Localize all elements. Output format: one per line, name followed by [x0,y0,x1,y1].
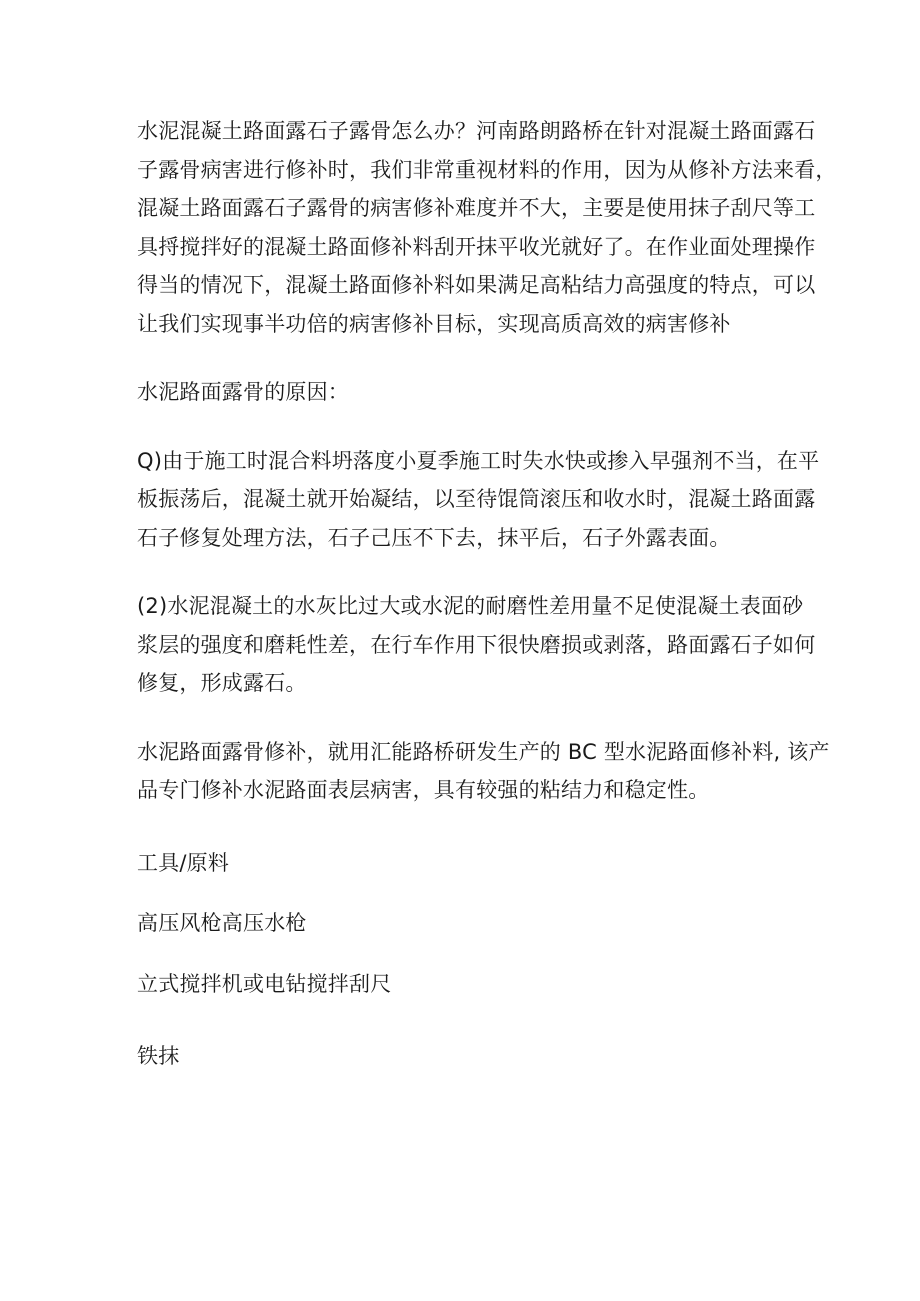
text-line: 混凝土路面露石子露骨的病害修补难度并不大，主要是使用抹子刮尺等工 [137,196,816,220]
text-line: 石子修复处理方法，石子己压不下去，抹平后，石子外露表面。 [137,525,731,550]
text-line: 让我们实现事半功倍的病害修补目标，实现高质高效的病害修补 [137,311,731,336]
text-line: Q)由于施工时混合料坍落度小夏季施工时失水快或掺入早强剂不当，在平 [137,448,820,473]
repair-paragraph [137,733,830,810]
text-line: 高压风枪高压水枪 [137,911,307,935]
text-line: 得当的情况下，混凝土路面修补料如果满足高粘结力高强度的特点，可以 [137,273,816,297]
text-line: 铁抹 [137,1044,180,1068]
text-line: 立式搅拌机或电钻搅拌刮尺 [137,971,392,996]
text-line: 板振荡后，混凝土就开始凝结，以至待馄筒滚压和收水时，混凝土路面露 [137,487,816,511]
text-line: 品专门修补水泥路面表层病害，具有较强的粘结力和稳定性。 [137,778,710,802]
text-line: 水泥混凝土路面露石子露骨怎么办？河南路朗路桥在针对混凝土路面露石 [137,119,816,143]
text-line: 水泥路面露骨的原因： [137,380,349,404]
text-line: (2)水泥混凝土的水灰比过大或水泥的耐磨性差用量不足使混凝土表面砂 [137,594,804,618]
text-line: 工具/原料 [137,850,230,875]
intro-paragraph [137,112,837,343]
tool-item [137,1037,787,1076]
text-line: 子露骨病害进行修补时，我们非常重视材料的作用，因为从修补方法来看， [137,157,837,182]
cause-1-paragraph [137,442,820,558]
text-line: 浆层的强度和磨耗性差，在行车作用下很快磨损或剥落，路面露石子如何 [137,632,816,657]
document-page [137,112,837,1076]
text-line: 修复，形成露石。 [137,671,307,695]
tool-item [137,904,787,943]
text-line: 具捋搅拌好的混凝土路面修补料刮开抹平收光就好了。在作业面处理操作 [137,234,816,259]
tool-item [137,965,787,1004]
tools-heading [137,844,787,883]
causes-heading [137,373,787,412]
text-line: 水泥路面露骨修补，就用汇能路桥研发生产的 BC 型水泥路面修补料, 该产 [137,739,830,764]
cause-2-paragraph [137,587,816,703]
